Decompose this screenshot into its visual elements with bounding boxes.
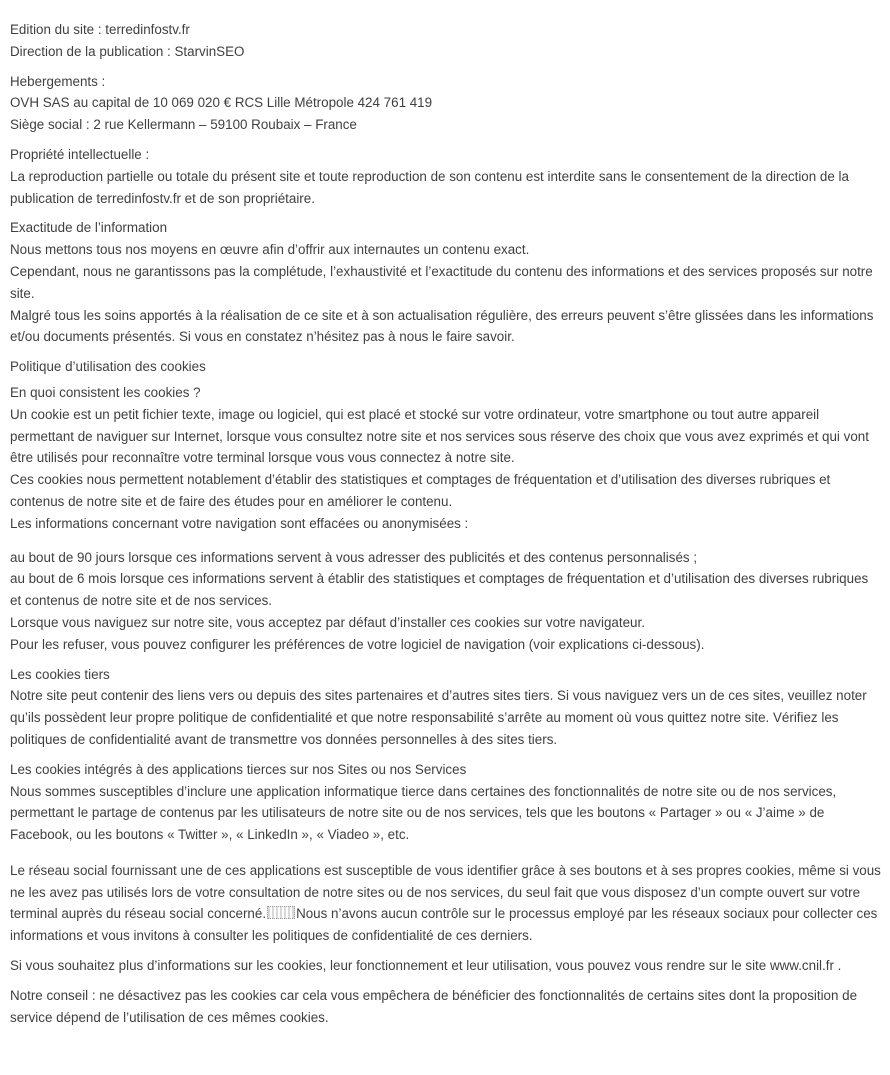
embedded-apps-cookies-section: [10, 759, 882, 846]
cookie-policy-heading: Politique d’utilisation des cookies: [10, 359, 206, 375]
third-party-cookies-section: [10, 664, 882, 751]
hosting-address-line: Siège social : 2 rue Kellermann – 59100 Roubaix – France: [10, 117, 357, 133]
social-network-text-part-2: Nous n’avons aucun contrôle sur le processus employé par les réseaux sociaux pour collecter ces informations et vous invitons à consulter les politiques de confidentialité de ces derniers.: [10, 906, 878, 944]
retention-paragraph-accept: Lorsque vous naviguez sur notre site, vous acceptez par défaut d’installer ces cookies sur votre navigateur.: [10, 614, 645, 630]
cnil-section: [10, 955, 882, 977]
social-network-text-part-1: Le réseau social fournissant une de ces applications est susceptible de vous identifier grâce à ses boutons et à ses propres cookies, même si vous ne les avez pas utilisés lors de votre consultation de notre sites ou de nos services, du seul fait que vous disposez d’un compte ouvert sur votre terminal auprès du réseau social concerné.: [10, 862, 881, 922]
intellectual-property-heading: Propriété intellectuelle :: [10, 146, 150, 162]
advice-section: [10, 985, 882, 1029]
social-network-section: [10, 860, 882, 947]
publication-direction-line: Direction de la publication : StarvinSEO: [10, 43, 245, 59]
hosting-company-line: OVH SAS au capital de 10 069 020 € RCS Lille Métropole 424 761 419: [10, 95, 433, 111]
what-are-cookies-paragraph-3: Les informations concernant votre navigation sont effacées ou anonymisées :: [10, 515, 469, 531]
hosting-heading: Hebergements :: [10, 73, 106, 89]
accuracy-paragraph-3: Malgré tous les soins apportés à la réalisation de ce site et à son actualisation régulière, des erreurs peuvent s’être glissées dans les informations et/ou documents présentés. Si vous en constatez n’hésitez pas à nous le faire savoir.: [10, 307, 874, 345]
social-network-paragraph: [10, 860, 882, 947]
what-are-cookies-paragraph-1: Un cookie est un petit fichier texte, image ou logiciel, qui est placé et stocké sur votre ordinateur, votre smartphone ou tout autre appareil permettant de naviguer sur Internet, lorsque vous consultez notre site et nos services sous réserve des choix que vous avez exprimés et qui vont être utilisés pour reconnaître votre terminal lorsque vous vous connectez à notre site.: [10, 406, 869, 466]
accuracy-paragraph-2: Cependant, nous ne garantissons pas la complétude, l’exhaustivité et l’exactitude du contenu des informations et des services proposés sur notre site.: [10, 263, 873, 301]
retention-section: [10, 547, 882, 656]
cnil-paragraph: Si vous souhaitez plus d’informations sur les cookies, leur fonctionnement et leur utilisation, vous pouvez vous rendre sur le site www.cnil.fr .: [10, 958, 842, 974]
what-are-cookies-heading: En quoi consistent les cookies ?: [10, 384, 201, 400]
retention-paragraph-refuse: Pour les refuser, vous pouvez configurer les préférences de votre logiciel de navigation (voir explications ci-dessous).: [10, 636, 705, 652]
accuracy-heading: Exactitude de l’information: [10, 220, 168, 236]
site-edition-line: Edition du site : terredinfostv.fr: [10, 22, 190, 37]
intellectual-property-section: [10, 144, 882, 209]
edition-section: [10, 19, 882, 63]
hosting-section: [10, 71, 882, 136]
third-party-cookies-text: Notre site peut contenir des liens vers ou depuis des sites partenaires et d’autres sites tiers. Si vous naviguez vers un de ces sites, veuillez noter qu’ils possèdent leur propre politique de confidentialité et que notre responsabilité s’arrête au moment où vous quittez notre site. Vérifiez les politiques de confidentialité avant de transmettre vos données personnelles à des sites tiers.: [10, 688, 867, 747]
embedded-apps-cookies-heading: Les cookies intégrés à des applications tierces sur nos Sites ou nos Services: [10, 761, 467, 777]
what-are-cookies-section: [10, 382, 882, 535]
accuracy-section: [10, 217, 882, 348]
unrendered-character-glyph: [267, 906, 295, 919]
retention-item-6-months: au bout de 6 mois lorsque ces informations servent à établir des statistiques et comptages de fréquentation et d’utilisation des diverses rubriques et contenus de notre site et de nos services.: [10, 571, 869, 609]
accuracy-paragraph-1: Nous mettons tous nos moyens en œuvre afin d’offrir aux internautes un contenu exact.: [10, 242, 530, 258]
retention-item-90-days: au bout de 90 jours lorsque ces informations servent à vous adresser des publicités et des contenus personnalisés ;: [10, 549, 698, 565]
advice-paragraph: Notre conseil : ne désactivez pas les cookies car cela vous empêchera de bénéficier des fonctionnalités de certains sites dont la proposition de service dépend de l’utilisation de ces mêmes cookies.: [10, 987, 858, 1025]
third-party-cookies-heading: Les cookies tiers: [10, 666, 110, 682]
intellectual-property-text: La reproduction partielle ou totale du présent site et toute reproduction de son contenu est interdite sans le consentement de la direction de la publication de terredinfostv.fr et de son propriétaire.: [10, 168, 849, 206]
cookie-policy-section: [10, 356, 882, 378]
embedded-apps-cookies-text: Nous sommes susceptibles d’inclure une application informatique tierce dans certaines des fonctionnalités de notre site ou de nos services, permettant le partage de contenus par les utilisateurs de notre site ou de nos services, tels que les boutons « Partager » ou « J’aime » de Facebook, ou les boutons « Twitter », « LinkedIn », « Viadeo », etc.: [10, 783, 837, 843]
what-are-cookies-paragraph-2: Ces cookies nous permettent notablement d’établir des statistiques et comptages de fréquentation et d’utilisation des diverses rubriques et contenus de notre site et de faire des études pour en améliorer le contenu.: [10, 472, 831, 509]
